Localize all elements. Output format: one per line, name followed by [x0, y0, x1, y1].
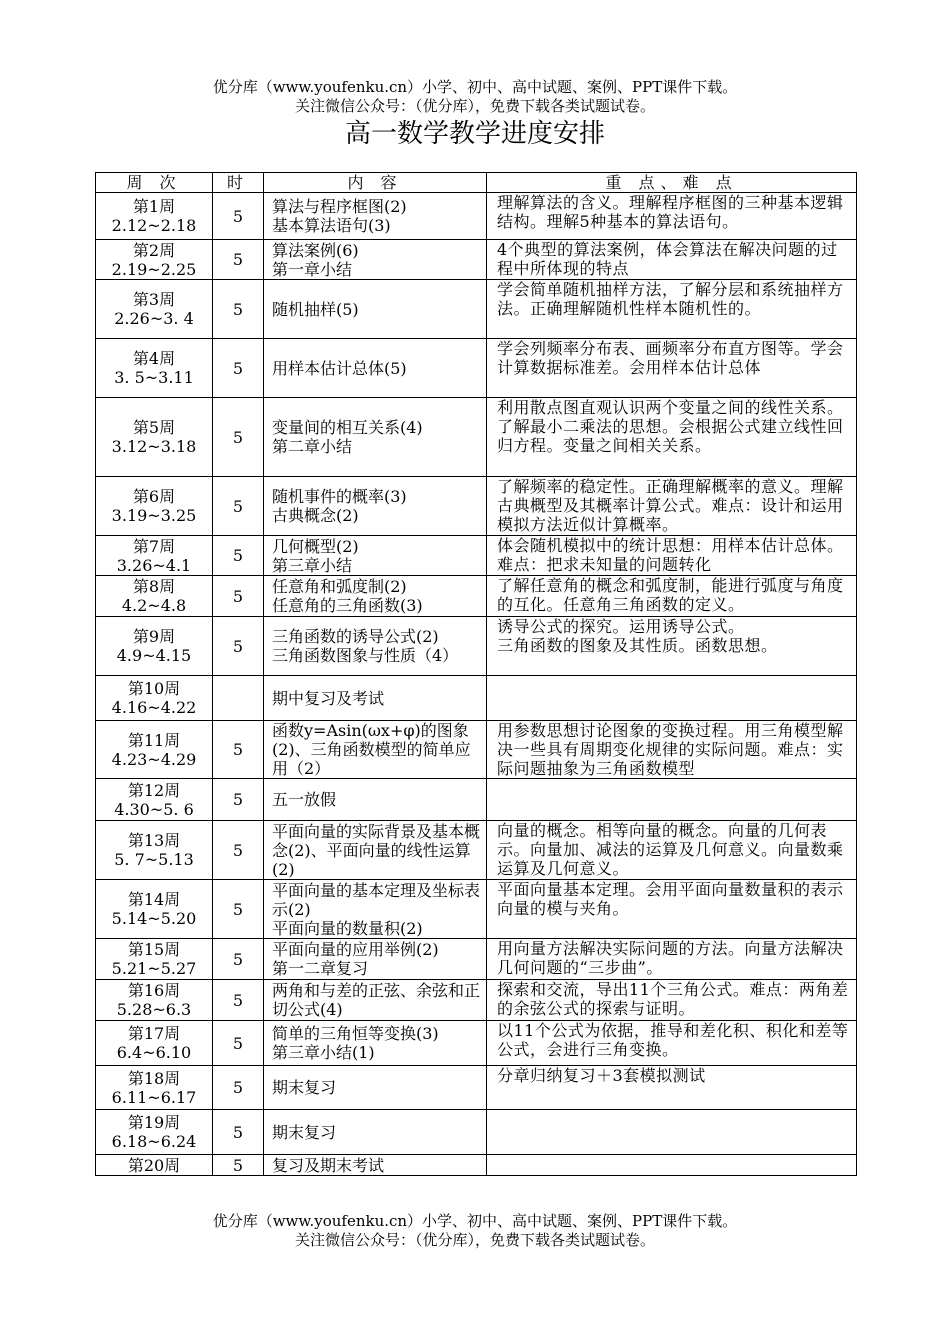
content-line: 函数y=Asin(ωx+φ)的图象(2)、三角函数模型的简单应用（2）: [272, 721, 471, 778]
content-cell: [264, 1066, 487, 1110]
table-row: [96, 477, 857, 536]
content-cell: [264, 1155, 487, 1176]
hours-cell: 5: [213, 1155, 264, 1176]
week-cell: [96, 721, 213, 779]
column-header-hours: 时: [213, 173, 264, 193]
key-points-cell: 利用散点图直观认识两个变量之间的线性关系。了解最小二乘法的思想。会根据公式建立线性回归方程。变量之间相关关系。: [487, 398, 857, 477]
content-line: 复习及期末考试: [272, 1155, 385, 1175]
week-label: 第11周: [127, 730, 181, 750]
table-row: [96, 880, 857, 939]
content-line: 几何概型(2): [272, 536, 359, 556]
content-line: 随机事件的概率(3): [272, 487, 407, 506]
table-row: [96, 821, 857, 880]
hours-cell: 5: [213, 477, 264, 536]
content-cell: [264, 721, 487, 779]
week-dates: 3. 5~3.11: [114, 368, 194, 387]
content-line: 第二章小结: [272, 437, 353, 456]
week-cell: [96, 1021, 213, 1066]
table-row: [96, 980, 857, 1021]
week-cell: [96, 1155, 213, 1176]
content-cell: [264, 193, 487, 240]
content-line: 平面向量的实际背景及基本概念(2)、平面向量的线性运算(2): [272, 821, 481, 879]
table-row: [96, 1066, 857, 1110]
key-points-cell: 用向量方法解决实际问题的方法。向量方法解决几何问题的“三步曲”。: [487, 939, 857, 980]
week-label: 第13周: [127, 831, 181, 850]
key-points-cell: 用参数思想讨论图象的变换过程。用三角模型解决一些具有周期变化规律的实际问题。难点：实际问题抽象为三角函数模型: [487, 721, 857, 779]
week-label: 第12周: [127, 780, 181, 800]
content-cell: [264, 477, 487, 536]
table-row: [96, 1155, 857, 1176]
week-dates: 4.23~4.29: [111, 749, 197, 769]
content-cell: [264, 280, 487, 339]
week-label: 第5周: [132, 418, 176, 437]
week-dates: 4.2~4.8: [121, 596, 187, 615]
hours-cell: 5: [213, 193, 264, 240]
key-points-cell: 了解频率的稳定性。正确理解概率的意义。理解古典概型及其概率计算公式。难点：设计和运用模拟方法近似计算概率。: [487, 477, 857, 536]
week-dates: 3.26~4.1: [116, 555, 192, 575]
hours-cell: 5: [213, 821, 264, 880]
week-label: 第14周: [127, 890, 181, 909]
content-cell: [264, 939, 487, 980]
key-points-cell: 4个典型的算法案例，体会算法在解决问题的过程中所体现的特点: [487, 240, 857, 280]
table-row: [96, 536, 857, 576]
page-title: 高一数学教学进度安排: [344, 119, 605, 149]
hours-cell: 5: [213, 1021, 264, 1066]
content-line: 任意角和弧度制(2): [272, 577, 407, 596]
week-dates: 5.21~5.27: [111, 959, 197, 978]
content-line: 平面向量的基本定理及坐标表示(2): [272, 880, 481, 919]
week-cell: [96, 193, 213, 240]
key-points-cell: [487, 779, 857, 821]
week-cell: [96, 1110, 213, 1155]
key-points-cell: 向量的概念。相等向量的概念。向量的几何表示。向量加、减法的运算及几何意义。向量数乘运算及几何意义。: [487, 821, 857, 880]
content-cell: [264, 617, 487, 676]
week-cell: [96, 676, 213, 721]
footer-line-2: 关注微信公众号：（优分库），免费下载各类试题试卷。: [294, 1231, 655, 1249]
hours-cell: 5: [213, 880, 264, 939]
week-dates: 6.11~6.17: [111, 1087, 197, 1107]
content-cell: [264, 339, 487, 398]
content-line: 三角函数图象与性质（4）: [272, 646, 459, 665]
hours-cell: 5: [213, 779, 264, 821]
content-line: 第三章小结: [272, 555, 353, 575]
week-label: 第9周: [132, 627, 176, 646]
table-row: [96, 721, 857, 779]
week-cell: [96, 240, 213, 280]
table-row: [96, 576, 857, 617]
week-label: 第4周: [132, 349, 176, 368]
hours-cell: 5: [213, 980, 264, 1021]
week-cell: [96, 821, 213, 880]
key-points-cell: [487, 1110, 857, 1155]
week-cell: [96, 536, 213, 576]
key-points-cell: 学会简单随机抽样方法，了解分层和系统抽样方法。正确理解随机性样本随机性的。: [487, 280, 857, 339]
week-label: 第19周: [127, 1113, 181, 1132]
table-row: [96, 676, 857, 721]
content-line: 变量间的相互关系(4): [272, 418, 423, 437]
week-label: 第2周: [132, 240, 176, 260]
week-cell: [96, 939, 213, 980]
content-line: 第三章小结(1): [272, 1043, 375, 1062]
key-points-cell: 理解算法的含义。理解程序框图的三种基本逻辑结构。理解5种基本的算法语句。: [487, 193, 857, 240]
content-line: 算法与程序框图(2): [272, 197, 407, 216]
key-points-cell: 学会列频率分布表、画频率分布直方图等。学会计算数据标准差。会用样本估计总体: [487, 339, 857, 398]
content-cell: [264, 980, 487, 1021]
content-line: 基本算法语句(3): [272, 216, 391, 235]
hours-cell: 5: [213, 280, 264, 339]
week-label: 第20周: [127, 1155, 181, 1175]
content-line: 第一二章复习: [272, 959, 369, 978]
header-line-1: 优分库（www.youfenku.cn）小学、初中、高中试题、案例、PPT课件下载。: [212, 78, 738, 96]
week-cell: [96, 576, 213, 617]
content-line: 第一章小结: [272, 259, 353, 279]
column-header-content: 内 容: [264, 173, 487, 193]
hours-cell: 5: [213, 939, 264, 980]
hours-cell: 5: [213, 240, 264, 280]
week-cell: [96, 880, 213, 939]
week-cell: [96, 980, 213, 1021]
week-label: 第7周: [132, 536, 176, 556]
content-line: 简单的三角恒等变换(3): [272, 1024, 439, 1043]
key-points-cell: 了解任意角的概念和弧度制，能进行弧度与角度的互化。任意角三角函数的定义。: [487, 576, 857, 617]
content-cell: [264, 240, 487, 280]
week-cell: [96, 477, 213, 536]
key-points-cell: 平面向量基本定理。会用平面向量数量积的表示向量的模与夹角。: [487, 880, 857, 939]
week-label: 第10周: [127, 679, 181, 698]
week-dates: 4.9~4.15: [116, 646, 192, 665]
column-header-week: 周 次: [96, 173, 213, 193]
hours-cell: 5: [213, 536, 264, 576]
content-cell: [264, 536, 487, 576]
week-cell: [96, 398, 213, 477]
hours-cell: 5: [213, 617, 264, 676]
week-dates: 3.19~3.25: [111, 506, 197, 525]
week-dates: 4.16~4.22: [111, 698, 197, 717]
content-cell: [264, 779, 487, 821]
week-dates: 4.30~5. 6: [114, 799, 194, 819]
table-row: [96, 617, 857, 676]
week-label: 第1周: [132, 197, 176, 216]
week-dates: 6.4~6.10: [116, 1043, 192, 1062]
hours-cell: [213, 676, 264, 721]
key-points-cell: [487, 1155, 857, 1176]
key-points-cell: 以11个公式为依据，推导和差化积、积化和差等公式，会进行三角变换。: [487, 1021, 857, 1066]
content-line: 平面向量的应用举例(2): [272, 940, 439, 959]
content-line: 期末复习: [272, 1078, 337, 1097]
hours-cell: 5: [213, 339, 264, 398]
page-footer: [0, 1212, 950, 1250]
table-row: [96, 398, 857, 477]
week-label: 第18周: [127, 1068, 181, 1088]
hours-cell: 5: [213, 721, 264, 779]
table-row: [96, 280, 857, 339]
content-line: 期末复习: [272, 1122, 337, 1142]
week-dates: 5. 7~5.13: [114, 850, 194, 869]
content-line: 算法案例(6): [272, 240, 359, 260]
week-dates: 2.19~2.25: [111, 259, 197, 279]
content-line: 任意角的三角函数(3): [272, 596, 423, 615]
column-header-key-points: 重 点、难 点: [487, 173, 857, 193]
week-dates: 6.18~6.24: [111, 1132, 197, 1151]
week-cell: [96, 617, 213, 676]
content-cell: [264, 676, 487, 721]
header-line-2: 关注微信公众号：（优分库），免费下载各类试题试卷。: [294, 97, 655, 115]
content-line: 三角函数的诱导公式(2): [272, 627, 439, 646]
key-points-cell: 分章归纳复习＋3套模拟测试: [487, 1066, 857, 1110]
table-row: [96, 779, 857, 821]
week-label: 第6周: [132, 487, 176, 506]
table-header-row: [96, 173, 857, 193]
page-header: [0, 78, 950, 116]
content-cell: [264, 398, 487, 477]
table-row: [96, 339, 857, 398]
content-line: 古典概念(2): [272, 506, 359, 525]
content-line: 期中复习及考试: [272, 688, 385, 708]
key-points-cell: 探索和交流，导出11个三角公式。难点：两角差的余弦公式的探索与证明。: [487, 980, 857, 1021]
content-line: 五一放假: [272, 790, 337, 809]
key-points-cell: [487, 676, 857, 721]
schedule-table: [95, 172, 857, 1176]
week-cell: [96, 339, 213, 398]
key-points-cell: 体会随机模拟中的统计思想：用样本估计总体。难点：把求未知量的问题转化: [487, 536, 857, 576]
week-dates: 5.14~5.20: [111, 909, 197, 928]
week-dates: 5.28~6.3: [116, 1000, 192, 1019]
week-dates: 3.12~3.18: [111, 437, 197, 456]
table-row: [96, 240, 857, 280]
table-row: [96, 193, 857, 240]
content-line: 平面向量的数量积(2): [272, 918, 423, 938]
content-cell: [264, 576, 487, 617]
hours-cell: 5: [213, 576, 264, 617]
content-line: 随机抽样(5): [272, 299, 359, 319]
table-row: [96, 939, 857, 980]
week-cell: [96, 1066, 213, 1110]
table-row: [96, 1110, 857, 1155]
week-label: 第16周: [127, 981, 181, 1000]
content-cell: [264, 1021, 487, 1066]
key-points-cell: 诱导公式的探究。运用诱导公式。 三角函数的图象及其性质。函数思想。: [487, 617, 857, 676]
week-cell: [96, 779, 213, 821]
week-dates: 2.26~3. 4: [114, 309, 194, 328]
hours-cell: 5: [213, 1110, 264, 1155]
week-label: 第3周: [132, 290, 176, 309]
footer-line-1: 优分库（www.youfenku.cn）小学、初中、高中试题、案例、PPT课件下载。: [212, 1212, 738, 1230]
week-label: 第17周: [127, 1024, 181, 1043]
week-dates: 2.12~2.18: [111, 216, 197, 235]
content-line: 两角和与差的正弦、余弦和正切公式(4): [272, 981, 481, 1019]
week-cell: [96, 280, 213, 339]
content-cell: [264, 880, 487, 939]
hours-cell: 5: [213, 1066, 264, 1110]
table-row: [96, 1021, 857, 1066]
week-label: 第8周: [132, 577, 176, 596]
content-line: 用样本估计总体(5): [272, 358, 407, 378]
content-cell: [264, 1110, 487, 1155]
hours-cell: 5: [213, 398, 264, 477]
week-label: 第15周: [127, 940, 181, 959]
content-cell: [264, 821, 487, 880]
